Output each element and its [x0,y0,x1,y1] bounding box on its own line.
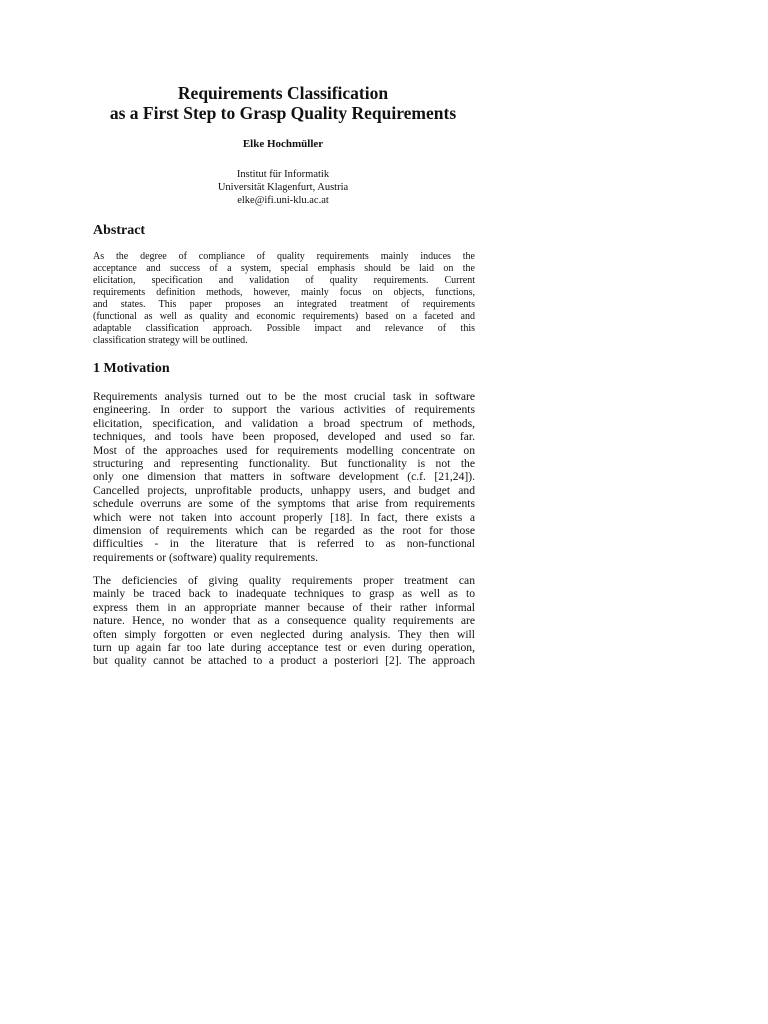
body-line: Most of the approaches used for requirements modelling concentrate on [93,443,475,457]
body-line: turn up again far too late during acceptance test or even during operation, [93,640,475,654]
body-line: Cancelled projects, unprofitable products, unhappy users, and budget and [93,483,475,497]
motivation-paragraph-2 [93,574,475,668]
motivation-paragraph-1 [93,390,475,564]
abstract-line: and states. This paper proposes an integrated treatment of requirements [93,299,475,310]
body-line: dimension of requirements which can be regarded as the root for those [93,523,475,537]
body-line: often simply forgotten or even neglected during analysis. They then will [93,627,475,641]
abstract-heading: Abstract [93,223,146,238]
motivation-heading: 1 Motivation [93,361,170,376]
body-line: structuring and representing functionality. But functionality is not the [93,456,475,470]
body-line: engineering. In order to support the various activities of requirements [93,403,475,417]
affiliation-university: Universität Klagenfurt, Austria [217,182,349,193]
body-line: Requirements analysis turned out to be the most crucial task in software [93,390,475,403]
body-line: but quality cannot be attached to a product a posteriori [2]. The approach [93,654,475,668]
body-line: elicitation, specification, and validation a broad spectrum of methods, [93,416,475,430]
abstract-line: requirements definition methods, however, mainly focus on objects, functions, [93,287,475,298]
abstract-line: classification strategy will be outlined. [93,335,248,346]
paper-title-line-1: Requirements Classification [177,83,389,103]
paper-title-line-2: as a First Step to Grasp Quality Requirements [109,103,457,123]
body-line: mainly be traced back to inadequate techniques to grasp as well as to [93,587,475,601]
abstract-line: acceptance and success of a system, special emphasis should be laid on the [93,263,475,274]
body-line: The deficiencies of giving quality requirements proper treatment can [93,574,475,587]
body-line: which were not taken into account properly [18]. In fact, there exists a [93,510,475,524]
affiliation-institute: Institut für Informatik [236,169,330,180]
body-line: express them in an appropriate manner because of their rather informal [93,600,475,614]
abstract-text [93,251,475,347]
abstract-line: (functional as well as quality and economic requirements) based on a faceted and [93,311,475,322]
body-line: difficulties - in the literature that is referred to as non-functional [93,537,475,551]
author-name: Elke Hochmüller [242,138,324,150]
body-line: requirements or (software) quality requirements. [93,550,319,564]
abstract-line: elicitation, specification and validation of quality requirements. Current [93,275,475,286]
abstract-line: As the degree of compliance of quality requirements mainly induces the [93,251,475,262]
body-line: techniques, and tools have been proposed, developed and used so far. [93,430,475,444]
affiliation-email: elke@ifi.uni-klu.ac.at [237,195,329,206]
abstract-line: adaptable classification approach. Possible impact and relevance of this [93,323,475,334]
body-line: nature. Hence, no wonder that as a consequence quality requirements are [93,614,475,628]
body-line: only one dimension that matters in software development (c.f. [21,24]). [93,470,475,484]
body-line: schedule overruns are some of the symptoms that arise from requirements [93,497,475,511]
